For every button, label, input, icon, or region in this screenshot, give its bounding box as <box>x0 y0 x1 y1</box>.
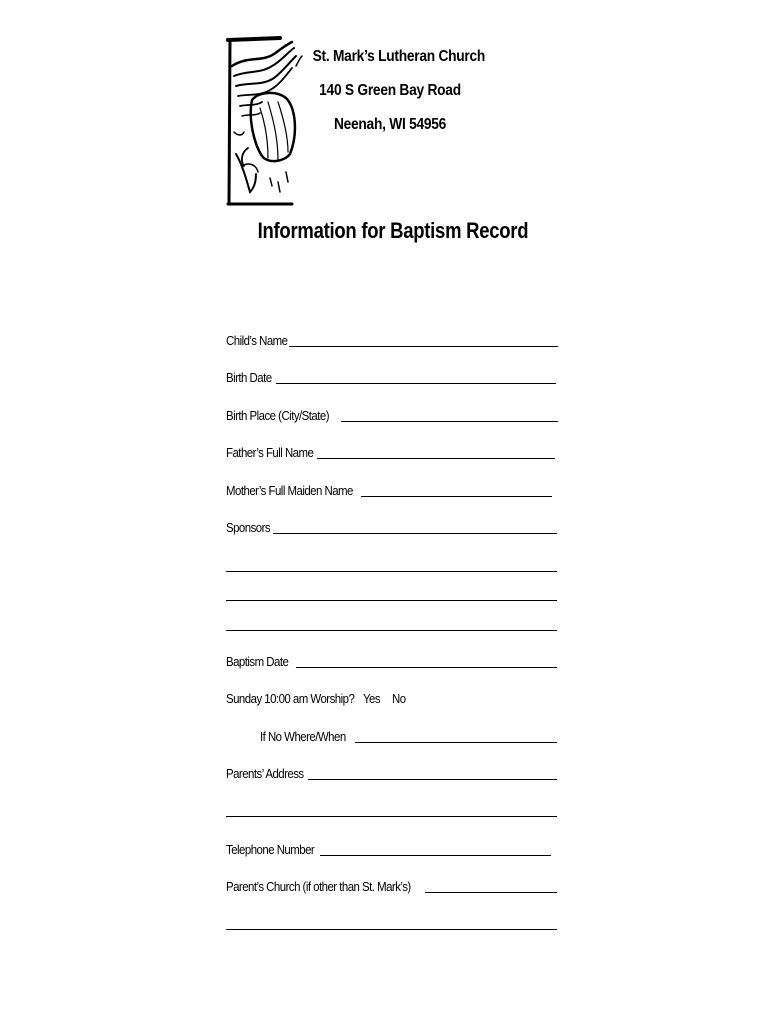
sponsors-extra-line-3[interactable] <box>226 630 557 631</box>
parents-address-field[interactable] <box>308 779 557 780</box>
church-name: St. Mark’s Lutheran Church <box>312 48 486 65</box>
yes-option[interactable]: Yes <box>363 691 381 706</box>
birth-date-row <box>226 363 278 385</box>
no-option[interactable]: No <box>392 691 406 706</box>
if-no-field[interactable] <box>355 742 557 743</box>
sponsors-extra-line-1[interactable] <box>226 571 557 572</box>
childs-name-row <box>226 326 296 348</box>
birth-place-row <box>226 401 343 423</box>
birth-place-field[interactable] <box>341 421 558 422</box>
telephone-field[interactable] <box>320 855 551 856</box>
fathers-name-row <box>226 438 325 460</box>
sunday-worship-row <box>226 684 406 706</box>
parents-church-label: Parent’s Church (if other than St. Mark’s) <box>226 879 411 894</box>
mothers-name-row <box>226 476 370 498</box>
sponsors-extra-line-2[interactable] <box>226 600 557 601</box>
sponsors-field[interactable] <box>273 533 557 534</box>
baptism-shell-icon <box>222 36 304 208</box>
mothers-name-field[interactable] <box>361 496 552 497</box>
parents-church-field[interactable] <box>425 892 557 893</box>
sponsors-label: Sponsors <box>226 520 271 535</box>
parents-church-row <box>226 872 436 894</box>
childs-name-field[interactable] <box>289 346 558 347</box>
fathers-name-label: Father’s Full Name <box>226 445 314 460</box>
childs-name-label: Child’s Name <box>226 333 288 348</box>
page-title: Information for Baptism Record <box>257 218 529 243</box>
baptism-date-label: Baptism Date <box>226 654 289 669</box>
church-street: 140 S Green Bay Road <box>319 82 461 99</box>
birth-date-field[interactable] <box>276 383 556 384</box>
baptism-date-row <box>226 647 297 669</box>
birth-date-label: Birth Date <box>226 370 272 385</box>
telephone-row <box>226 835 326 857</box>
sponsors-row <box>226 513 276 535</box>
fathers-name-field[interactable] <box>317 458 555 459</box>
birth-place-label: Birth Place (City/State) <box>226 408 330 423</box>
parents-address-extra-line[interactable] <box>226 816 557 817</box>
church-city-state-zip: Neenah, WI 54956 <box>333 116 447 133</box>
mothers-name-label: Mother’s Full Maiden Name <box>226 483 353 498</box>
baptism-date-field[interactable] <box>296 667 557 668</box>
sunday-worship-label: Sunday 10:00 am Worship? <box>226 691 355 706</box>
if-no-label: If No Where/When <box>260 729 346 744</box>
if-no-row <box>260 722 357 744</box>
telephone-label: Telephone Number <box>226 842 315 857</box>
parents-church-extra-line[interactable] <box>226 929 557 930</box>
parents-address-row <box>226 759 314 781</box>
parents-address-label: Parents’ Address <box>226 766 304 781</box>
